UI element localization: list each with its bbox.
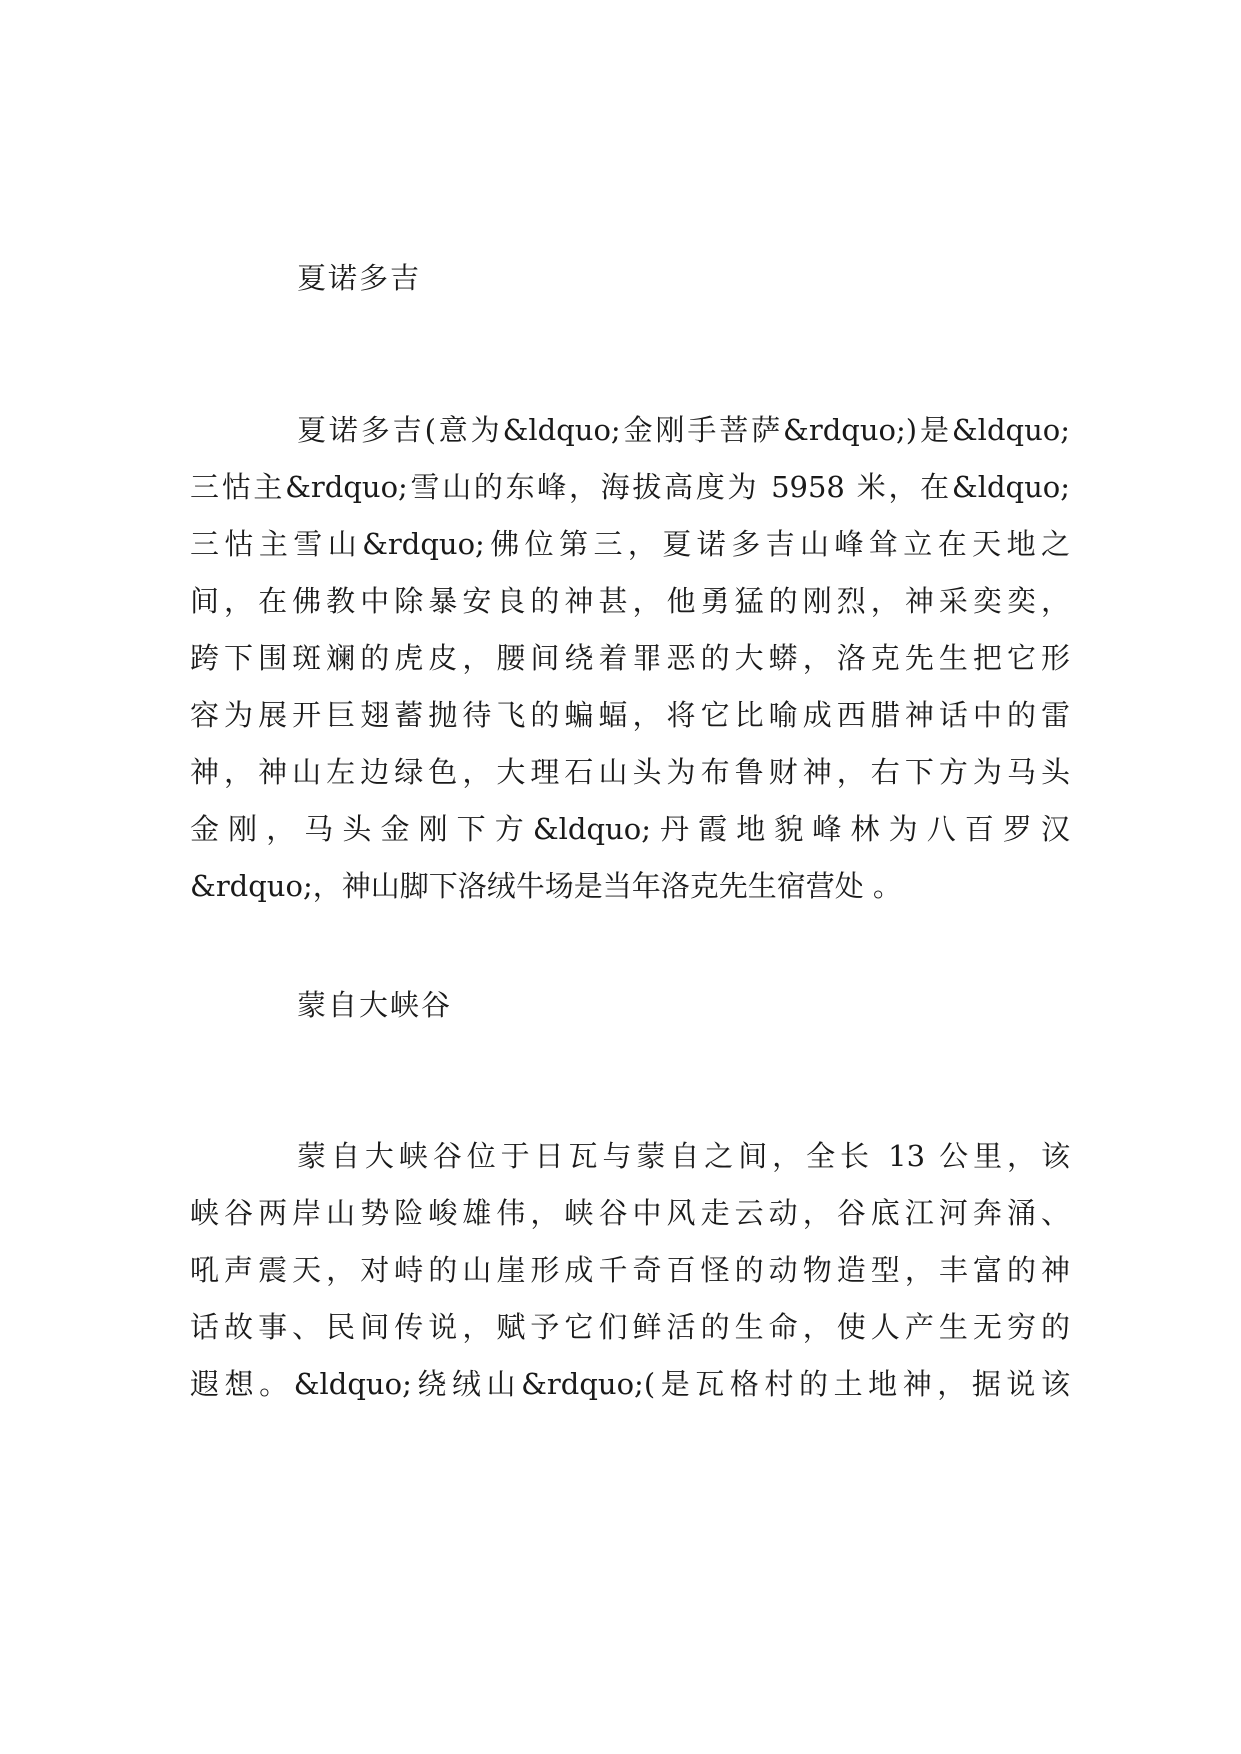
paragraph-line: &rdquo;，神山脚下洛绒牛场是当年洛克先生宿营处 。 xyxy=(190,869,902,903)
paragraph-line: 三怙主雪山&rdquo;佛位第三，夏诺多吉山峰耸立在天地之 xyxy=(190,527,1070,561)
section-heading-1: 夏诺多吉 xyxy=(297,261,422,295)
paragraph-line: 金刚，马头金刚下方&ldquo;丹霞地貌峰林为八百罗汉 xyxy=(190,812,1070,846)
paragraph-line: 夏诺多吉(意为&ldquo;金刚手菩萨&rdquo;)是&ldquo; xyxy=(297,413,1070,447)
paragraph-line: 容为展开巨翅蓄抛待飞的蝙蝠，将它比喻成西腊神话中的雷 xyxy=(190,698,1070,732)
paragraph-line: 间，在佛教中除暴安良的神甚，他勇猛的刚烈，神采奕奕， xyxy=(190,584,1070,618)
paragraph-line: 遐想。&ldquo;绕绒山&rdquo;(是瓦格村的土地神，据说该 xyxy=(190,1367,1070,1401)
paragraph-line: 三怙主&rdquo;雪山的东峰，海拔高度为 5958 米，在&ldquo; xyxy=(190,470,1070,504)
paragraph-line: 峡谷两岸山势险峻雄伟，峡谷中风走云动，谷底江河奔涌、 xyxy=(190,1196,1070,1230)
paragraph-line: 跨下围斑斓的虎皮，腰间绕着罪恶的大蟒，洛克先生把它形 xyxy=(190,641,1070,675)
section-paragraph-2 xyxy=(190,1128,1070,1413)
paragraph-line: 神，神山左边绿色，大理石山头为布鲁财神，右下方为马头 xyxy=(190,755,1070,789)
paragraph-line: 吼声震天，对峙的山崖形成千奇百怪的动物造型，丰富的神 xyxy=(190,1253,1070,1287)
section-paragraph-1 xyxy=(190,402,1070,915)
paragraph-line: 话故事、民间传说，赋予它们鲜活的生命，使人产生无穷的 xyxy=(190,1310,1070,1344)
section-heading-2: 蒙自大峡谷 xyxy=(297,988,453,1022)
paragraph-line: 蒙自大峡谷位于日瓦与蒙自之间，全长 13 公里，该 xyxy=(297,1139,1070,1173)
